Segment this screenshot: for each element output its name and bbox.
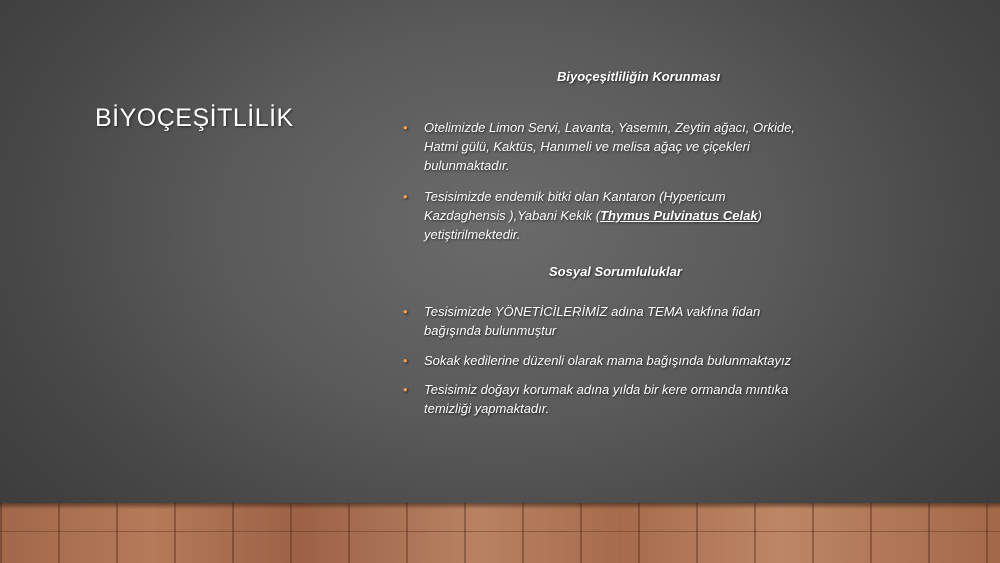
section-heading-social-responsibility: Sosyal Sorumluluklar [549,264,682,279]
bullet-text: Tesisimizde YÖNETİCİLERİMİZ adına TEMA vakfına fidan bağışında bulunmuştur [424,304,761,338]
bullet-icon: • [403,120,408,135]
list-item [403,380,803,418]
list-item [403,302,803,340]
bullet-icon: • [403,382,408,397]
species-name: Thymus Pulvinatus Celak [600,208,758,223]
bullet-text: Otelimizde Limon Servi, Lavanta, Yasemin, Zeytin ağacı, Orkide, Hatmi gülü, Kaktüs, Hanımeli ve melisa ağaç ve çiçekleri bulunmaktadır. [424,120,795,173]
bullet-icon: • [403,189,408,204]
bullet-text-pre: Tesisimizde endemik bitki olan Kantaron (Hypericum Kazdaghensis ),Yabani Kekik ( [424,189,726,223]
bullet-icon: • [403,304,408,319]
section-heading-biodiversity: Biyoçeşitliliğin Korunması [557,69,721,84]
slide-title: BİYOÇEŞİTLİLİK [95,104,294,132]
bullet-text [424,187,803,244]
list-item [403,118,803,175]
bullet-text: Tesisimiz doğayı korumak adına yılda bir kere ormanda mıntıka temizliği yapmaktadır. [424,382,789,416]
bullet-icon: • [403,353,408,368]
bullet-text: Sokak kedilerine düzenli olarak mama bağışında bulunmaktayız [424,353,792,368]
list-item [403,351,803,370]
wooden-floor [0,503,1000,563]
list-item [403,187,803,244]
bullet-text-post: ) yetiştirilmektedir. [424,208,762,242]
